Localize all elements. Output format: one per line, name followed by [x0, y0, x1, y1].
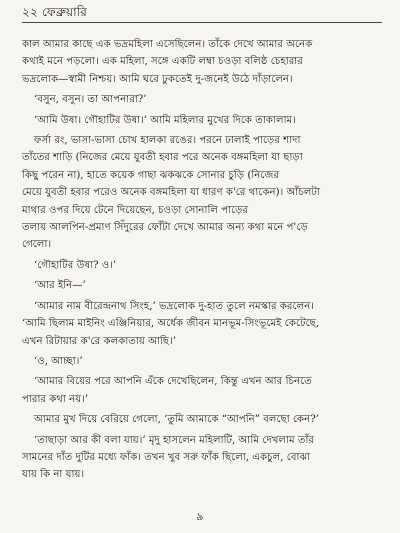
header-divider — [22, 22, 382, 23]
paragraph: ফর্সা রং, ভাসা-ভাসা চোখ হালকা রঙের। পরনে ঢালাই পাড়ের শাদা তাঁতের শাড়ি (নিজের মেয়ে যুবতী হবার পরে অনেক বঙ্গমহিলা যা ছাড়া কিছু পরেন না), হাতে কয়েক গাছা ঝকঝকে সোনার চুড়ি (নিজের মেয়ে যুবতী হবার পরেও অনেক বঙ্গমহিলা যা ধারণ ক'রে থাকেন)। আঁচলটা মাথার ওপর দিয়ে টেনে দিয়েছেন, চওড়া সোনালি পাড়ের তলায় আলপিন-প্রমাণ সিঁদুরের ফোঁটা দেখে আমার অন্য কথা মনে প'ড়ে গেলো। — [22, 135, 320, 251]
paragraph: ‘আমি উষা। গৌহাটির উষা।’ আমি মহিলার মুখের দিকে তাকালাম। — [34, 114, 296, 126]
page-number: ৯ — [196, 510, 204, 523]
paragraph: কাল আমার কাছে এক ভদ্রমহিলা এসেছিলেন। তাঁকে দেখে আমার অনেক কথাই মনে পড়লো। এক মহিলা, সঙ্গে একটি লম্বা চওড়া বলিষ্ঠ চেহারার ভদ্রলোক—স্বামী নিশ্চয়। আমি ঘরে ঢুকতেই দু-জনেই উঠে দাঁড়ালেন। — [22, 39, 313, 85]
running-header: ২২ ফেব্রুয়ারি — [22, 5, 88, 19]
paragraph: ‘ও, আচ্ছা।’ — [34, 355, 83, 367]
paragraph: ‘গৌহাটির উষা? ও।’ — [34, 259, 117, 271]
paragraph: ‘তাছাড়া আর কী বলা যায়।’ মৃদু হাসলেন মহিলাটি, আমি দেখলাম তাঁর সামনের দাঁত দুটির মধ্যে ফাঁক। তখন খুব সরু ফাঁক ছিলো, একচুল, বোঝা যায় কি না যায়। — [22, 434, 315, 481]
paragraph: ‘বসুন, বসুন। তা আপনারা?’ — [34, 94, 147, 106]
paragraph: ‘আমার নাম বীরেন্দ্রনাথ সিংহ,’ ভদ্রলোক দু-হাত তুলে নমস্কার করলেন। ‘আমি ছিলাম মাইনিং এঞ্জিনিয়ার, অর্ধেক জীবন মানভূম-সিংভূমেই কেটেছে, এখন রিটায়ার ক'রে কলকাতায় আছি।’ — [22, 300, 320, 347]
paragraph: ‘আর ইনি—’ — [34, 280, 86, 292]
page-body — [22, 36, 384, 487]
paragraph: আমার মুখ দিয়ে বেরিয়ে গেলো, ‘তুমি আমাকে “আপনি” বলছো কেন?’ — [34, 414, 319, 426]
paragraph: ‘আমার বিয়ের পরে আপনি এঁকে দেখেছিলেন, কিন্তু এখন আর চিনতে পারার কথা নয়।’ — [22, 376, 312, 405]
